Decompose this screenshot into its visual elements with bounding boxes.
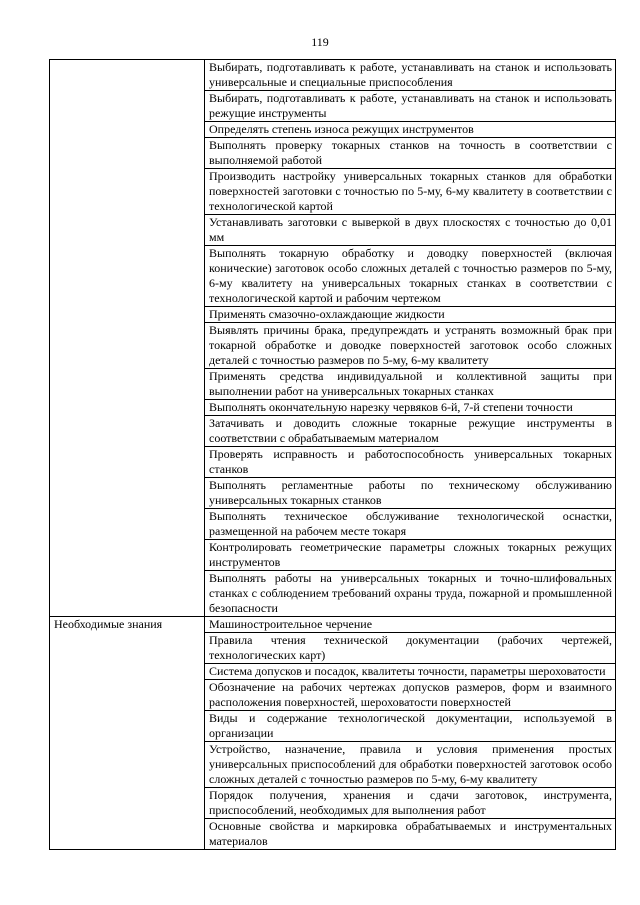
table-cell-text: Выполнять проверку токарных станков на точность в соответствии с выполняемой работой — [205, 138, 616, 169]
table-cell-text: Правила чтения технической документации (рабочих чертежей, технологических карт) — [205, 633, 616, 664]
table-cell-text: Применять смазочно-охлаждающие жидкости — [205, 307, 616, 323]
table-cell-text: Виды и содержание технологической документации, используемой в организации — [205, 711, 616, 742]
table-cell-text: Выполнять регламентные работы по техническому обслуживанию универсальных токарных станков — [205, 478, 616, 509]
table-cell-text: Контролировать геометрические параметры сложных токарных режущих инструментов — [205, 540, 616, 571]
table-cell-text: Выполнять токарную обработку и доводку поверхностей (включая конические) заготовок особо сложных деталей с точностью размеров по 5-му, 6-му квалитету на универсальных токарных станках в соответствии с технологической картой и рабочим чертежом — [205, 246, 616, 307]
table-cell-text: Выявлять причины брака, предупреждать и устранять возможный брак при токарной обработке и доводке поверхностей заготовок особо сложных деталей с точностью размеров по 5-му, 6-му квалитету — [205, 323, 616, 369]
table-cell-text: Машиностроительное черчение — [205, 617, 616, 633]
skills-label-cell — [50, 60, 205, 617]
table-cell-text: Выполнять окончательную нарезку червяков 6-й, 7-й степени точности — [205, 400, 616, 416]
requirements-table — [49, 59, 616, 850]
table-cell-text: Выполнять работы на универсальных токарных и точно-шлифовальных станках с соблюдением требований охраны труда, пожарной и промышленной безопасности — [205, 571, 616, 617]
requirements-table-body — [50, 60, 616, 850]
table-row — [50, 617, 616, 633]
table-cell-text: Проверять исправность и работоспособность универсальных токарных станков — [205, 447, 616, 478]
table-cell-text: Устройство, назначение, правила и условия применения простых универсальных приспособлений для обработки поверхностей заготовок особо сложных деталей с точностью размеров по 5-му, 6-му квалитету — [205, 742, 616, 788]
table-cell-text: Система допусков и посадок, квалитеты точности, параметры шероховатости — [205, 664, 616, 680]
table-cell-text: Затачивать и доводить сложные токарные режущие инструменты в соответствии с обрабатываемым материалом — [205, 416, 616, 447]
page-number: 119 — [311, 35, 329, 49]
table-cell-text: Производить настройку универсальных токарных станков для обработки поверхностей заготовки с точностью по 5-му, 6-му квалитету в соответствии с технологической картой — [205, 169, 616, 215]
table-cell-text: Выбирать, подготавливать к работе, устанавливать на станок и использовать режущие инструменты — [205, 91, 616, 122]
table-cell-text: Определять степень износа режущих инструментов — [205, 122, 616, 138]
table-cell-text: Порядок получения, хранения и сдачи заготовок, инструмента, приспособлений, необходимых для выполнения работ — [205, 788, 616, 819]
table-row — [50, 60, 616, 91]
knowledge-label-cell: Необходимые знания — [50, 617, 205, 850]
table-cell-text: Выполнять техническое обслуживание технологической оснастки, размещенной на рабочем месте токаря — [205, 509, 616, 540]
table-cell-text: Выбирать, подготавливать к работе, устанавливать на станок и использовать универсальные и специальные приспособления — [205, 60, 616, 91]
table-cell-text: Применять средства индивидуальной и коллективной защиты при выполнении работ на универсальных токарных станках — [205, 369, 616, 400]
table-cell-text: Устанавливать заготовки с выверкой в двух плоскостях с точностью до 0,01 мм — [205, 215, 616, 246]
table-cell-text: Обозначение на рабочих чертежах допусков размеров, форм и взаимного расположения поверхностей, шероховатости поверхностей — [205, 680, 616, 711]
table-cell-text: Основные свойства и маркировка обрабатываемых и инструментальных материалов — [205, 819, 616, 850]
